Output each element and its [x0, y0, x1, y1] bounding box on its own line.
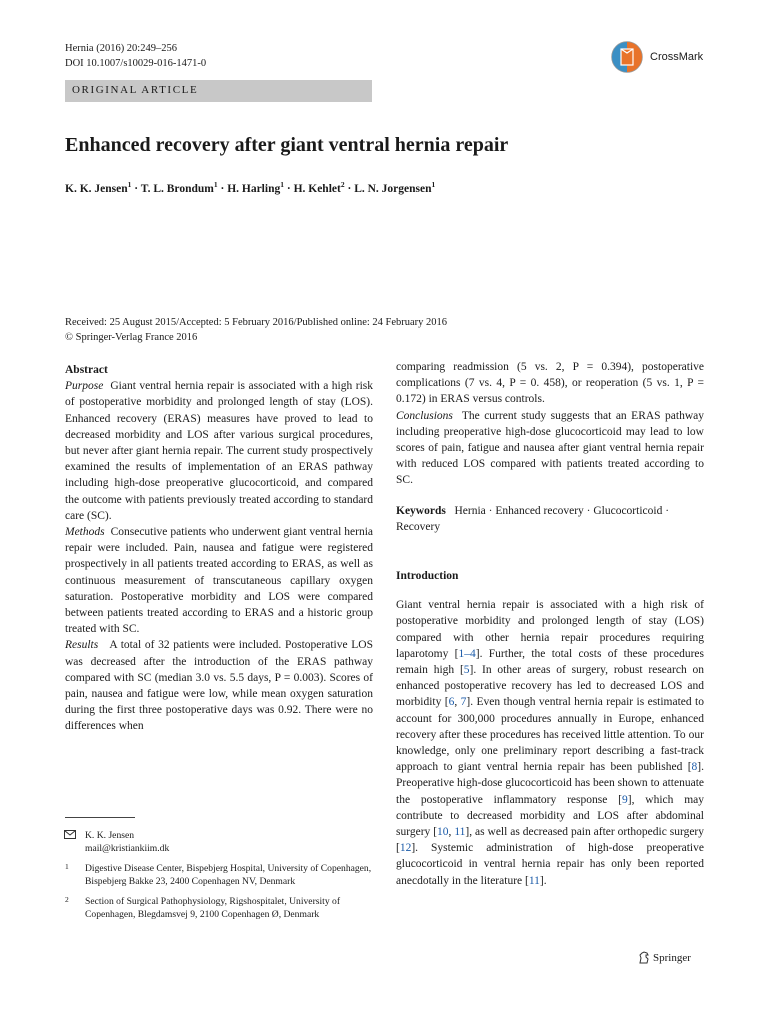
methods-label: Methods — [65, 526, 105, 539]
reference-link[interactable]: 11 — [528, 874, 540, 887]
methods-text: Consecutive patients who underwent giant ventral hernia repair were included. Pain, nausea and fatigue were registered prospectively in all patients treated according to ERAS, as well as continuous measurement of transcutaneous capillary oxygen saturation. Postoperative morbidity and LOS were compared between patients treated according to ERAS and a historic group treated with SC. — [65, 526, 374, 636]
received-date: Received: 25 August 2015 — [65, 317, 177, 328]
author-name[interactable]: K. K. Jensen — [65, 182, 128, 195]
abstract-methods — [65, 524, 373, 637]
right-column — [396, 359, 704, 889]
introduction-text: , — [454, 696, 461, 709]
correspondence-email[interactable]: mail@kristiankiim.dk — [85, 843, 170, 854]
introduction-text: ]. Further, the total costs of these procedures remain high [ — [396, 647, 705, 677]
abstract-heading: Abstract — [65, 364, 108, 376]
introduction-text: ]. — [539, 874, 547, 887]
affiliation-text: Section of Surgical Pathophysiology, Rigshospitalet, University of Copenhagen, Blegdamsvej 9, 2100 Copenhagen Ø, Denmark — [85, 896, 341, 920]
author-affiliation-marker: 1 — [431, 180, 436, 189]
conclusions-text: The current study suggests that an ERAS pathway including preoperative high-dose glucocorticoid may lead to low scores of pain, fatigue and nausea after giant ventral hernia repair with reduced LOS compared with patients treated according to SC. — [396, 409, 705, 487]
journal-meta — [65, 41, 206, 71]
author-separator: · — [344, 182, 355, 195]
journal-citation: Hernia (2016) 20:249–256 — [65, 43, 177, 54]
author-name[interactable]: H. Kehlet — [293, 182, 341, 195]
introduction-text: ]. In other areas of surgery, robust research on enhanced postoperative recovery has led to decreased LOS and morbidity [ — [396, 664, 704, 709]
author-name[interactable]: T. L. Brondum — [140, 182, 214, 195]
author-affiliation-marker: 1 — [127, 180, 132, 189]
introduction-text: ]. Systemic administration of high-dose preoperative glucocorticoid in ventral hernia repair has only been reported anecdotally in the literature [ — [396, 842, 704, 887]
correspondence-name: K. K. Jensen — [85, 830, 135, 841]
abstract-purpose — [65, 378, 373, 524]
crossmark-label[interactable]: CrossMark — [650, 51, 704, 63]
abstract-column-left — [65, 362, 373, 735]
introduction-body — [396, 597, 704, 889]
abstract-results — [65, 637, 373, 734]
keywords — [396, 503, 704, 535]
article-title: Enhanced recovery after giant ventral hernia repair — [65, 134, 509, 156]
affiliation-1 — [65, 862, 373, 888]
author-name[interactable]: H. Harling — [227, 182, 281, 195]
affiliation-marker: 2 — [65, 895, 69, 904]
affiliation-marker: 1 — [65, 862, 69, 871]
introduction-text: Giant ventral hernia repair is associated with a high risk of postoperative morbidity and prolonged length of stay (LOS) compared with other hernia repair procedures requiring laparotomy [ — [396, 599, 704, 660]
introduction-text: ]. Even though ventral hernia repair is estimated to account for 300,000 procedures annually in Europe, enhanced recovery after these procedures has received little attention. To our knowledge, only one preliminary report describing a fast-track approach to giant ventral hernia repair has been published [ — [396, 696, 704, 774]
keywords-label: Keywords — [396, 504, 446, 517]
reference-link[interactable]: 12 — [399, 842, 412, 855]
author-affiliation-marker: 2 — [340, 180, 345, 189]
envelope-icon — [64, 830, 76, 839]
keywords-text: Hernia · Enhanced recovery · Glucocorticoid · Recovery — [396, 504, 670, 533]
copyright: © Springer-Verlag France 2016 — [65, 332, 198, 343]
footnotes — [65, 829, 373, 928]
conclusions-label: Conclusions — [396, 409, 453, 422]
publisher-footer — [638, 951, 691, 964]
introduction-text: , — [448, 826, 455, 839]
results-text: A total of 32 patients were included. Postoperative LOS was decreased after the introduction of the ERAS pathway compared with SC (median 3.0 vs. 5.5 days, P = 0.003). Scores of pain, nausea and fatigue were low, while mean oxygen saturation during the first three postoperative days was 0.92. There were no differences when — [65, 639, 373, 733]
introduction-heading: Introduction — [396, 570, 459, 583]
author-affiliation-marker: 1 — [213, 180, 218, 189]
reference-link[interactable]: 6 — [448, 696, 455, 709]
purpose-label: Purpose — [65, 380, 104, 393]
accepted-date: Accepted: 5 February 2016 — [179, 317, 294, 328]
author-name[interactable]: L. N. Jorgensen — [354, 182, 432, 195]
reference-link[interactable]: 7 — [460, 696, 467, 709]
results-continued: comparing readmission (5 vs. 2, P = 0.394), postoperative complications (7 vs. 4, P = 0. 458), or reoperation (5 vs. 1, P = 0.172) in ERAS versus controls. — [396, 361, 704, 406]
reference-link[interactable]: 1–4 — [458, 647, 476, 660]
affiliation-text: Digestive Disease Center, Bispebjerg Hospital, University of Copenhagen, Bispebjerg Bakke 23, 2400 Copenhagen NV, Denmark — [85, 863, 372, 887]
affiliation-2 — [65, 895, 373, 921]
publisher-name: Springer — [653, 952, 691, 964]
author-affiliation-marker: 1 — [280, 180, 284, 189]
author-list — [65, 180, 435, 195]
published-date: Published online: 24 February 2016 — [296, 317, 448, 328]
reference-link[interactable]: 5 — [463, 664, 470, 677]
publication-dates: Received: 25 August 2015/Accepted: 5 February 2016/Published online: 24 February 2016 © Springer-Verlag France 2016 — [65, 317, 448, 343]
purpose-text: Giant ventral hernia repair is associated with a high risk of postoperative morbidity and prolonged length of stay (LOS). Enhanced recovery (ERAS) measures have proved to lead to decreased morbidity and LOS after various surgical procedures, but never after giant hernia repair. The current study prospectively examined the results of implementation of an ERAS pathway including high-dose preoperative glucocorticoid, and compared the outcome with patients previously treated according to standard care (SC). — [65, 380, 374, 522]
springer-horse-icon — [638, 951, 650, 964]
doi[interactable]: DOI 10.1007/s10029-016-1471-0 — [65, 58, 207, 69]
article-type: ORIGINAL ARTICLE — [72, 84, 199, 96]
reference-link[interactable]: 11 — [454, 826, 466, 839]
reference-link[interactable]: 9 — [621, 793, 628, 806]
footnote-divider — [65, 817, 135, 818]
reference-link[interactable]: 10 — [437, 826, 449, 839]
introduction-text: ]. Preoperative high-dose glucocorticoid has been shown to attenuate the postoperative inflammatory response [ — [396, 761, 704, 806]
author-separator: · — [131, 182, 141, 195]
reference-link[interactable]: 8 — [691, 761, 698, 774]
author-separator: · — [217, 182, 228, 195]
introduction-text: ], which may contribute to decreased morbidity and LOS after abdominal surgery [ — [396, 793, 704, 839]
results-label: Results — [65, 639, 99, 652]
introduction-text: ], as well as decreased pain after orthopedic surgery [ — [396, 826, 705, 855]
abstract-conclusions — [396, 408, 704, 489]
author-separator: · — [283, 182, 294, 195]
correspondence-footnote — [65, 829, 373, 855]
